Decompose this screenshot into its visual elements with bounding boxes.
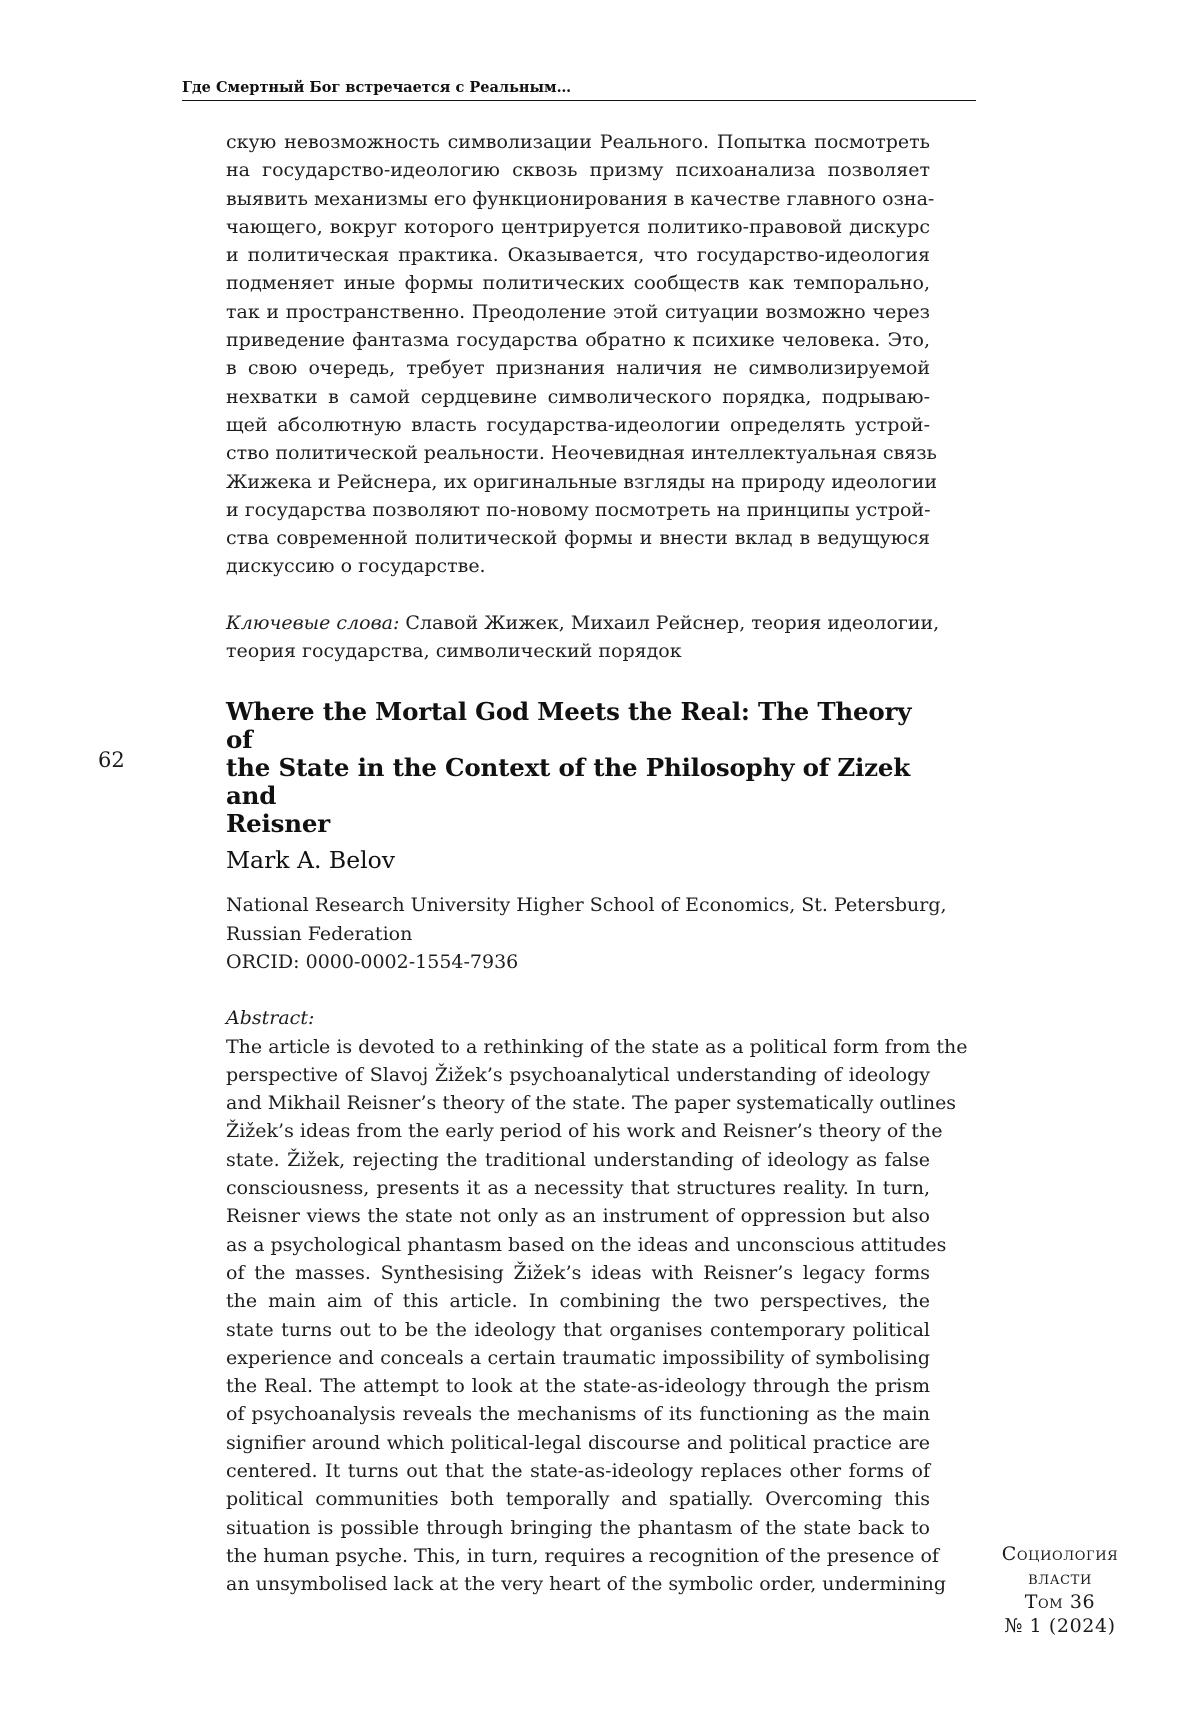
text-line: of psychoanalysis reveals the mechanisms of its functioning as the main: [226, 1403, 930, 1426]
text-line: щей абсолютную власть государства-идеологии определять устрой-: [226, 413, 930, 436]
text-line: ства современной политической формы и внести вклад в ведущуюся: [226, 527, 930, 550]
title-line: Where the Mortal God Meets the Real: The Theory of: [226, 697, 912, 755]
text-line: as a psychological phantasm based on the ideas and unconscious attitudes: [226, 1233, 947, 1256]
text-line: на государство-идеологию сквозь призму психоанализа позволяет: [226, 159, 930, 182]
journal-issue: № 1 (2024): [1004, 1615, 1116, 1637]
text-line: дискуссию о государстве.: [226, 555, 486, 578]
main-column: [226, 128, 968, 1598]
text-line: выявить механизмы его функционирования в качестве главного озна-: [226, 187, 935, 210]
author-name: Mark A. Belov: [226, 846, 396, 875]
text-line: в свою очередь, требует признания наличия не символизируемой: [226, 357, 930, 380]
affiliation: [226, 891, 947, 976]
english-abstract: [226, 1033, 968, 1599]
text-line: подменяет иные формы политических сообществ как темпорально,: [226, 272, 930, 295]
title-line: the State in the Context of the Philosophy of Zizek and: [226, 753, 911, 811]
text-line: и государства позволяют по-новому посмотреть на принципы устрой-: [226, 498, 931, 521]
running-head: Где Смертный Бог встречается с Реальным…: [182, 79, 976, 101]
ru-abstract-continuation: [226, 128, 938, 581]
text-line: the human psyche. This, in turn, requires a recognition of the presence of: [226, 1544, 939, 1567]
page-number: 62: [98, 748, 125, 772]
journal-name: власти: [1028, 1567, 1092, 1589]
text-line: centered. It turns out that the state-as-ideology replaces other forms of: [226, 1459, 930, 1482]
affiliation-line: Russian Federation: [226, 922, 413, 945]
text-line: and Mikhail Reisner’s theory of the state. The paper systematically outlines: [226, 1092, 957, 1115]
text-line: state turns out to be the ideology that organises contemporary political: [226, 1318, 930, 1341]
text-line: of the masses. Synthesising Žižek’s ideas with Reisner’s legacy forms: [226, 1261, 930, 1284]
text-line: experience and conceals a certain traumatic impossibility of symbolising: [226, 1346, 930, 1369]
text-line: The article is devoted to a rethinking of the state as a political form from the: [226, 1035, 968, 1058]
abstract-label: Abstract:: [226, 1007, 315, 1030]
text-line: Reisner views the state not only as an instrument of oppression but also: [226, 1205, 930, 1228]
text-line: нехватки в самой сердцевине символического порядка, подрываю-: [226, 385, 930, 408]
text-line: чающего, вокруг которого центрируется политико-правовой дискурс: [226, 215, 930, 238]
english-title: [226, 698, 930, 838]
text-line: и политическая практика. Оказывается, что государство-идеология: [226, 244, 930, 267]
text-line: приведение фантазма государства обратно к психике человека. Это,: [226, 329, 930, 352]
text-line: an unsymbolised lack at the very heart of the symbolic order, undermining: [226, 1573, 947, 1596]
journal-footer: [970, 1542, 1150, 1638]
text-line: perspective of Slavoj Žižek’s psychoanalytical understanding of ideology: [226, 1063, 930, 1086]
text-line: consciousness, presents it as a necessity that structures reality. In turn,: [226, 1177, 930, 1200]
journal-volume: Том 36: [1024, 1591, 1096, 1613]
keywords-label: Ключевые слова:: [226, 611, 400, 634]
text-line: political communities both temporally and spatially. Overcoming this: [226, 1488, 930, 1511]
text-line: Жижека и Рейснера, их оригинальные взгляды на природу идеологии: [226, 470, 938, 493]
text-line: так и пространственно. Преодоление этой ситуации возможно через: [226, 300, 930, 323]
keywords-text: теория государства, символический порядок: [226, 640, 682, 663]
affiliation-line: National Research University Higher School of Economics, St. Petersburg,: [226, 894, 947, 917]
text-line: the Real. The attempt to look at the state-as-ideology through the prism: [226, 1375, 930, 1398]
text-line: скую невозможность символизации Реального. Попытка посмотреть: [226, 131, 930, 153]
orcid: ORCID: 0000-0002-1554-7936: [226, 950, 519, 973]
journal-name: Социология: [1001, 1543, 1119, 1565]
title-line: Reisner: [226, 809, 330, 839]
text-line: situation is possible through bringing the phantasm of the state back to: [226, 1516, 930, 1539]
text-line: the main aim of this article. In combining the two perspectives, the: [226, 1290, 930, 1313]
keywords-text: Славой Жижек, Михаил Рейснер, теория идеологии,: [399, 611, 940, 634]
text-line: ство политической реальности. Неочевидная интеллектуальная связь: [226, 442, 937, 465]
text-line: state. Žižek, rejecting the traditional understanding of ideology as false: [226, 1148, 930, 1171]
ru-keywords: [226, 609, 940, 666]
text-line: signifier around which political-legal discourse and political practice are: [226, 1431, 930, 1454]
text-line: Žižek’s ideas from the early period of his work and Reisner’s theory of the: [226, 1120, 943, 1143]
